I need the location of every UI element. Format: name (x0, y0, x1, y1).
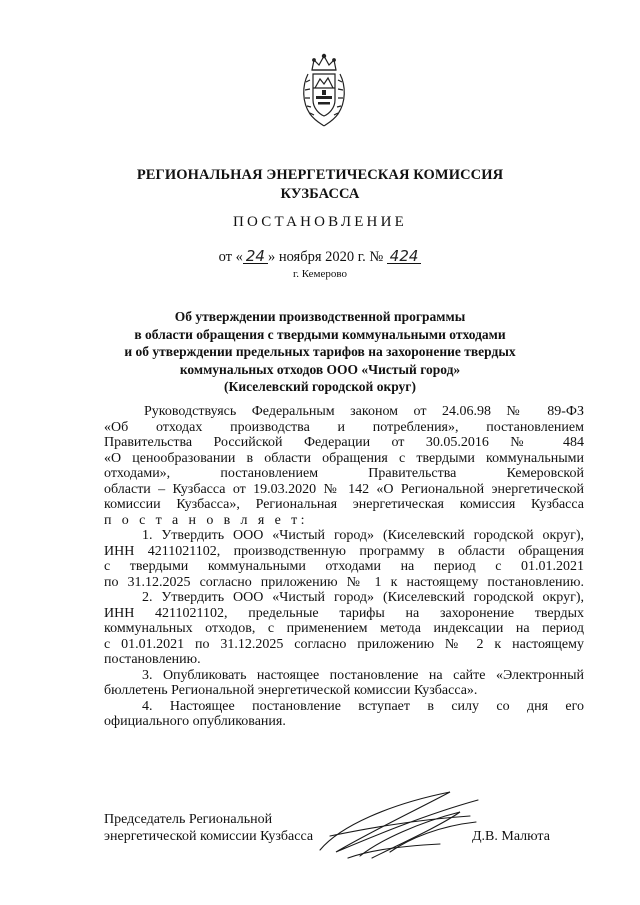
body-line: бюллетень Региональной энергетической комиссии Кузбасса». (104, 683, 478, 698)
heading-line: и об утверждении предельных тарифов на захоронение твердых (124, 344, 516, 359)
body-line: комиссии Кузбасса», Региональная энергетическая комиссия Кузбасса (104, 497, 584, 512)
body-line: 4. Настоящее постановление вступает в силу со дня его (142, 698, 584, 714)
body-line: 3. Опубликовать настоящее постановление на сайте «Электронный (142, 667, 584, 683)
document-body (104, 404, 584, 730)
body-line: официального опубликования. (104, 714, 286, 729)
date-middle: » ноября 2020 г. № (267, 249, 384, 265)
date-day: 24 (243, 249, 268, 264)
date-prefix: от « (218, 249, 243, 265)
body-line: ИНН 4211021102, предельные тарифы на захоронение твердых (104, 605, 584, 621)
signatory-position (104, 811, 313, 845)
heading-line: Об утверждении производственной программы (174, 309, 466, 324)
body-line: 2. Утвердить ООО «Чистый город» (Киселевский городской округ), (142, 590, 584, 605)
body-line: ИНН 4211021102, производственную программу в области обращения (104, 543, 584, 559)
date-line (60, 249, 580, 266)
body-line: с 01.01.2021 по 31.12.2025 согласно приложению № 2 к настоящему (104, 636, 584, 652)
body-line: области – Кузбасса от 19.03.2020 № 142 «О Региональной энергетической (104, 481, 584, 497)
document-number: 424 (387, 249, 422, 264)
body-line: «Об отходах производства и потребления», постановлением (104, 419, 584, 435)
document-type: ПОСТАНОВЛЕНИЕ (233, 214, 407, 230)
coat-of-arms-icon (300, 52, 348, 128)
body-line-resolves: п о с т а н о в л я е т: (104, 512, 308, 528)
body-line: 1. Утвердить ООО «Чистый город» (Киселевский городской округ), (142, 528, 584, 543)
signatory-name: Д.В. Малюта (472, 829, 550, 844)
body-line: с твердыми коммунальными отходами на период с 01.01.2021 (104, 559, 584, 574)
heading-line: в области обращения с твердыми коммунальными отходами (134, 326, 506, 342)
body-line: Правительства Российской Федерации от 30.05.2016 № 484 (104, 435, 584, 450)
signatory-position-line-2: энергетической комиссии Кузбасса (104, 829, 314, 844)
body-line: коммунальных отходов, с применением метода индексации на период (104, 621, 584, 636)
commission-title-line-2: КУЗБАССА (280, 186, 360, 202)
document-heading (80, 308, 560, 396)
body-line: по 31.12.2025 согласно приложению № 1 к настоящему постановлению. (104, 574, 584, 590)
heading-line: (Киселевский городской округ) (224, 379, 416, 394)
body-line: постановлению. (104, 652, 201, 667)
heading-line: коммунальных отходов ООО «Чистый город» (179, 361, 461, 377)
city: г. Кемерово (292, 268, 348, 280)
body-line: отходами», постановлением Правительства Кемеровской (104, 466, 584, 481)
signatory-position-line-1: Председатель Региональной (104, 812, 273, 827)
body-line: Руководствуясь Федеральным законом от 24.06.98 № 89-ФЗ (144, 404, 584, 419)
commission-title-line-1: РЕГИОНАЛЬНАЯ ЭНЕРГЕТИЧЕСКАЯ КОМИССИЯ (136, 167, 504, 183)
handwritten-signature (300, 786, 490, 862)
body-line: «О ценообразовании в области обращения с твердыми коммунальными (104, 450, 584, 466)
